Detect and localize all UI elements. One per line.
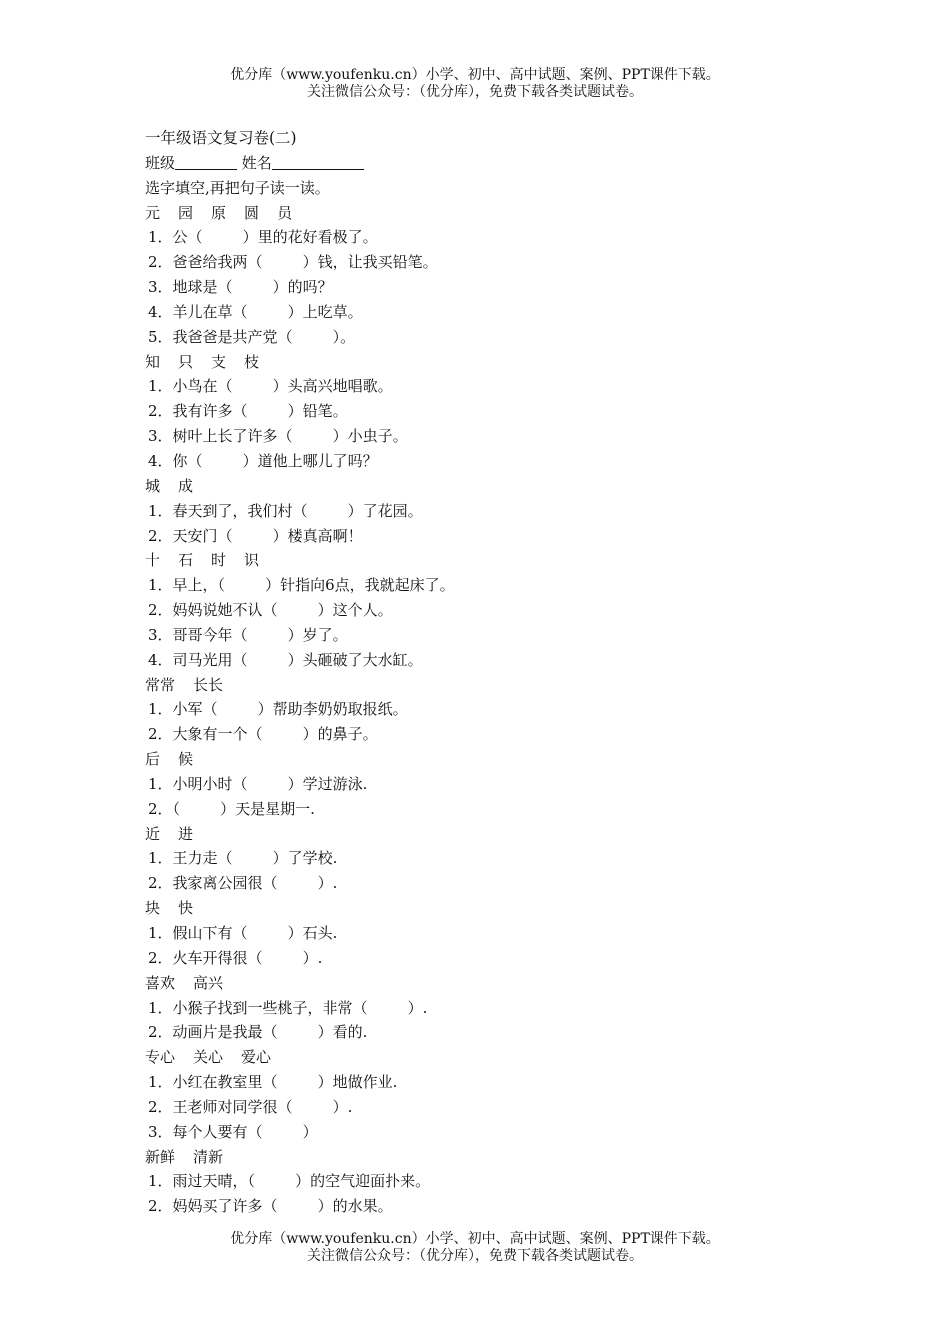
question-text-before: 哥哥今年（: [172, 625, 248, 644]
word-options: [145, 673, 845, 698]
question-number: 2．: [148, 874, 173, 893]
question-item: [145, 1120, 845, 1145]
question-text-before: 我有许多（: [172, 402, 248, 421]
question-number: 1．: [148, 377, 173, 396]
page-header: [0, 67, 950, 101]
question-item: [145, 499, 845, 524]
question-number: 4．: [148, 302, 173, 321]
word-option: 长长: [193, 675, 224, 694]
question-text-before: 王力走（: [172, 849, 233, 868]
question-number: 1．: [148, 700, 173, 719]
footer-line-2: 关注微信公众号：（优分库），免费下载各类试题试卷。: [307, 1248, 643, 1264]
question-text-after: ）: [302, 1122, 318, 1141]
word-option: 快: [178, 899, 194, 918]
question-item: [145, 300, 845, 325]
question-text-before: 雨过天晴，（: [172, 1172, 256, 1191]
word-option: 爱心: [241, 1048, 272, 1067]
question-item: [145, 946, 845, 971]
question-item: [145, 648, 845, 673]
word-options: [145, 201, 845, 226]
question-text-after: ）地做作业.: [317, 1073, 398, 1092]
question-number: 2．: [148, 725, 173, 744]
question-text-before: 羊儿在草（: [172, 302, 248, 321]
question-text-after: ）的空气迎面扑来。: [295, 1172, 431, 1191]
word-option: 时: [211, 551, 227, 570]
question-number: 1．: [148, 774, 173, 793]
question-text-before: 天安门（: [172, 526, 233, 545]
word-options: [145, 971, 845, 996]
question-number: 2．: [148, 402, 173, 421]
question-text-before: 地球是（: [172, 278, 233, 297]
question-item: [145, 722, 845, 747]
question-text-before: 王老师对同学很（: [172, 1097, 293, 1116]
question-item: [145, 250, 845, 275]
question-item: [145, 797, 845, 822]
question-text-after: ）的鼻子。: [302, 725, 378, 744]
question-text-after: ）.: [332, 1097, 353, 1116]
word-option: 知: [145, 352, 161, 371]
word-option: 成: [178, 476, 194, 495]
question-text-after: ）石头.: [287, 924, 338, 942]
question-text-after: ）钱，让我买铅笔。: [302, 253, 438, 272]
question-number: 2．: [148, 948, 173, 967]
question-text-after: ）这个人。: [317, 601, 393, 620]
question-text-before: 我家离公园很（: [172, 874, 278, 893]
question-text-after: ）天是星期一.: [220, 799, 315, 818]
question-item: [145, 573, 845, 598]
question-number: 5．: [148, 327, 173, 346]
question-number: 4．: [148, 451, 173, 470]
question-text-before: 小红在教室里（: [172, 1073, 278, 1092]
question-text-before: 春天到了，我们村（: [172, 501, 308, 520]
question-number: 3．: [148, 278, 173, 297]
question-text-before: 每个人要有（: [172, 1122, 263, 1141]
question-number: 3．: [148, 625, 173, 644]
question-text-before: 小猴子找到一些桃子，非常（: [172, 998, 368, 1017]
question-number: 1．: [148, 849, 173, 868]
question-item: [145, 772, 845, 797]
question-number: 4．: [148, 650, 173, 669]
question-text-after: ）上吃草。: [287, 302, 363, 321]
word-option: 喜欢: [145, 973, 176, 992]
word-option: 员: [277, 203, 293, 222]
question-item: [145, 1169, 845, 1194]
word-options: [145, 548, 845, 573]
question-number: 1．: [148, 998, 173, 1017]
question-text-before: 早上，（: [172, 576, 226, 595]
question-text-before: 大象有一个（: [172, 725, 263, 744]
class-blank: [175, 153, 237, 170]
question-number: 1．: [148, 228, 173, 247]
question-item: [145, 697, 845, 722]
question-number: 1．: [148, 576, 173, 595]
word-option: 园: [178, 203, 194, 222]
question-item: [145, 598, 845, 623]
word-option: 近: [145, 824, 161, 843]
question-number: 2．: [148, 601, 173, 620]
question-item: [145, 1095, 845, 1120]
student-info-line: [145, 151, 845, 176]
word-option: 只: [178, 352, 194, 371]
question-text-after: ）岁了。: [287, 625, 348, 644]
question-text-before: 小明小时（: [172, 774, 248, 793]
word-option: 关心: [193, 1048, 224, 1067]
question-number: 3．: [148, 1122, 173, 1141]
word-option: 圆: [244, 203, 260, 222]
footer-line-1: 优分库（www.youfenku.cn）小学、初中、高中试题、案例、PPT课件下载。: [230, 1231, 720, 1247]
word-option: 清新: [193, 1147, 224, 1166]
worksheet-body: [145, 126, 845, 1219]
question-text-before: 动画片是我最（: [172, 1023, 278, 1042]
question-text-before: 司马光用（: [172, 650, 248, 669]
question-text-before: 妈妈说她不认（: [172, 601, 278, 620]
question-item: [145, 374, 845, 399]
word-options: [145, 822, 845, 847]
question-text-after: ）了花园。: [347, 501, 423, 520]
question-text-before: 我爸爸是共产党（: [172, 327, 293, 346]
word-options: [145, 896, 845, 921]
question-text-after: ）头高兴地唱歌。: [272, 377, 393, 396]
question-item: [145, 846, 845, 871]
word-options: [145, 350, 845, 375]
question-item: [145, 1070, 845, 1095]
word-option: 块: [145, 899, 161, 918]
class-label: 班级: [145, 153, 176, 172]
word-options: [145, 1145, 845, 1170]
word-option: 专心: [145, 1048, 176, 1067]
question-item: [145, 1020, 845, 1045]
question-text-before: 爸爸给我两（: [172, 253, 263, 272]
question-text-after: ）的吗？: [272, 278, 333, 297]
word-option: 原: [211, 203, 227, 222]
question-text-after: ）铅笔。: [287, 402, 348, 421]
question-text-after: ）.: [317, 874, 338, 893]
page-footer: [0, 1231, 950, 1265]
question-item: [145, 1194, 845, 1219]
question-item: [145, 871, 845, 896]
question-text-before: （: [172, 799, 181, 818]
word-option: 十: [145, 551, 161, 570]
question-number: 2．: [148, 1023, 173, 1042]
question-number: 2．: [148, 1097, 173, 1116]
word-option: 高兴: [193, 973, 224, 992]
question-text-after: ）学过游泳.: [287, 774, 368, 793]
question-text-after: ）道他上哪儿了吗？: [242, 451, 378, 470]
word-option: 后: [145, 750, 161, 769]
question-item: [145, 449, 845, 474]
question-number: 2．: [148, 1197, 173, 1216]
question-item: [145, 424, 845, 449]
worksheet-title: 一年级语文复习卷(二): [145, 129, 297, 147]
word-option: 识: [244, 551, 260, 570]
exercise-groups: [145, 201, 845, 1220]
question-number: 1．: [148, 1073, 173, 1092]
word-option: 支: [211, 352, 227, 371]
question-text-before: 树叶上长了许多（: [172, 427, 293, 446]
question-text-after: ）头砸破了大水缸。: [287, 650, 423, 669]
word-option: 石: [178, 551, 194, 570]
question-item: [145, 225, 845, 250]
question-text-before: 你（: [172, 451, 203, 470]
name-blank: [272, 153, 364, 170]
word-option: 常常: [145, 675, 176, 694]
question-number: 1．: [148, 501, 173, 520]
instruction: 选字填空,再把句子读一读。: [145, 178, 330, 197]
question-number: 2．: [148, 526, 173, 545]
question-text-after: ）的水果。: [317, 1197, 393, 1216]
question-text-before: 公（: [172, 228, 203, 247]
header-line-2: 关注微信公众号：（优分库），免费下载各类试题试卷。: [307, 84, 643, 100]
question-number: 2．: [148, 253, 173, 272]
question-text-after: ）.: [407, 998, 428, 1017]
question-item: [145, 275, 845, 300]
question-number: 3．: [148, 427, 173, 446]
word-option: 元: [145, 203, 161, 222]
question-number: 1．: [148, 1172, 173, 1191]
question-text-after: ）里的花好看极了。: [242, 228, 378, 247]
word-option: 新鲜: [145, 1147, 176, 1166]
question-text-after: ）了学校.: [272, 849, 338, 868]
name-label: 姓名: [241, 153, 272, 172]
word-option: 城: [145, 476, 161, 495]
question-text-after: ）小虫子。: [332, 427, 408, 446]
question-text-after: ）楼真高啊！: [272, 526, 363, 545]
question-text-after: ）针指向6点，我就起床了。: [265, 576, 455, 595]
question-text-after: ）帮助李奶奶取报纸。: [257, 700, 408, 719]
question-item: [145, 325, 845, 350]
word-options: [145, 1045, 845, 1070]
question-item: [145, 524, 845, 549]
question-number: 1．: [148, 924, 173, 942]
question-text-after: ）。: [332, 327, 356, 346]
word-option: 进: [178, 824, 194, 843]
question-text-before: 小军（: [172, 700, 218, 719]
question-item: [145, 623, 845, 648]
question-number: 2．: [148, 799, 173, 818]
question-item: [145, 399, 845, 424]
question-text-before: 妈妈买了许多（: [172, 1197, 278, 1216]
word-option: 枝: [244, 352, 260, 371]
question-item: [145, 921, 845, 946]
question-text-before: 小鸟在（: [172, 377, 233, 396]
question-text-after: ）看的.: [317, 1023, 368, 1042]
word-option: 候: [178, 750, 194, 769]
header-line-1: 优分库（www.youfenku.cn）小学、初中、高中试题、案例、PPT课件下载。: [230, 67, 720, 83]
question-text-after: ）.: [302, 948, 323, 967]
word-options: [145, 747, 845, 772]
question-text-before: 假山下有（: [172, 924, 248, 942]
question-item: [145, 996, 845, 1021]
word-options: [145, 474, 845, 499]
question-text-before: 火车开得很（: [172, 948, 263, 967]
